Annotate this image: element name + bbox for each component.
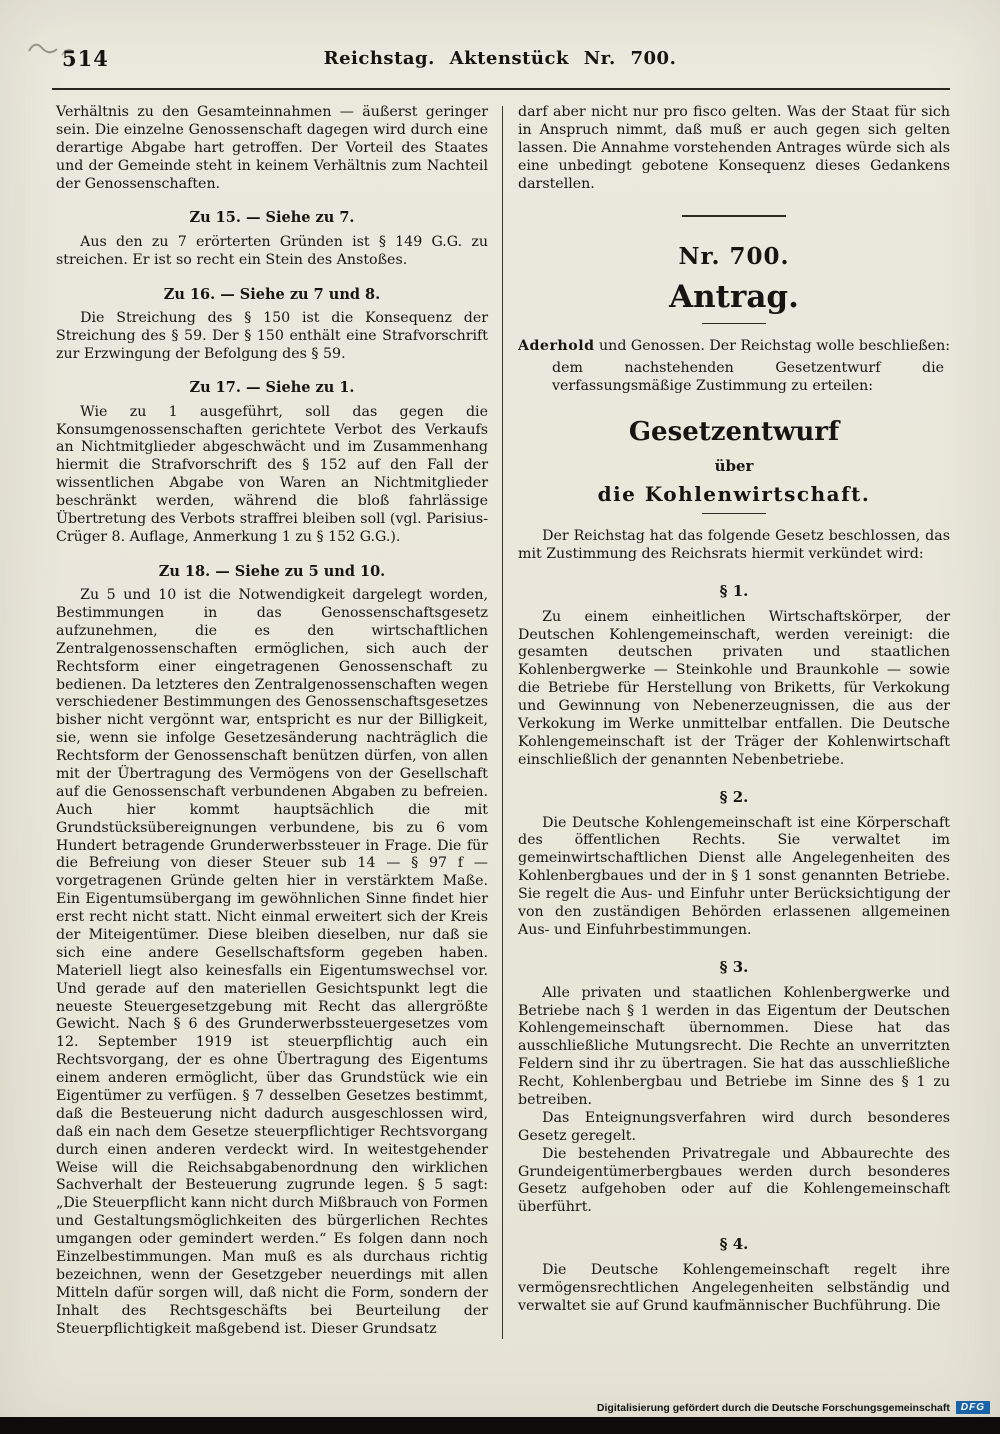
right-column (518, 104, 950, 1339)
motion-title: Antrag. (669, 279, 799, 316)
subsection-heading-zu-15: Zu 15. — Siehe zu 7. (189, 209, 355, 227)
subsection-heading-zu-16: Zu 16. — Siehe zu 7 und 8. (163, 285, 381, 303)
motion-movers (518, 338, 950, 356)
document-body (0, 90, 1000, 1339)
section-paragraph: Das Enteignungsverfahren wird durch besonderes Gesetz geregelt. (518, 1109, 950, 1144)
paragraph-continuation: darf aber nicht nur pro fisco gelten. Was der Staat für sich in Anspruch nimmt, daß muß er auch gegen sich gelten lassen. Die Annahme vorstehenden Antrages würde sich als eine unbedingt gebotene Konsequenz dieses Gedankens darstellen. (518, 104, 950, 192)
document-number-heading: Nr. 700. (678, 243, 790, 271)
bill-title: Gesetzentwurf (628, 417, 840, 448)
page-title: Reichstag. Aktenstück Nr. 700. (323, 48, 677, 69)
scan-footer (0, 1401, 1000, 1434)
subsection-heading-zu-18: Zu 18. — Siehe zu 5 und 10. (158, 562, 386, 580)
left-column (56, 104, 488, 1339)
motion-resolution: dem nachstehenden Gesetzentwurf die verfassungsmäßige Zustimmung zu erteilen: (552, 360, 944, 395)
title-underline-rule (702, 323, 766, 324)
section-paragraph: Alle privaten und staatlichen Kohlenbergwerke und Betriebe nach § 1 werden in das Eigentum der Deutschen Kohlengemeinschaft übernommen. Diese hat das ausschließliche Mutungsrecht. Die Rechte an unverritzten Feldern sind ihr zu übertragen. Sie hat das ausschließliche Recht, Kohlenbergbau und Betriebe im Sinne des § 1 zu betreiben. (518, 984, 950, 1109)
enactment-clause: Der Reichstag hat das folgende Gesetz beschlossen, das mit Zustimmung des Reichsrats hiermit verkündet wird: (518, 527, 950, 562)
paragraph: Zu 5 und 10 ist die Notwendigkeit dargelegt worden, Bestimmungen in das Genossenschaftsgesetz aufzunehmen, die es den wirtschaftlichen Zentralgenossenschaften ermöglichen, sich auch der Rechtsform einer eingetragenen Genossenschaft zu bedienen. Da letzteres den Zentralgenossenschaften wegen verschiedener Bestimmungen des Genossenschaftsgesetzes bisher nicht vergönnt war, entspricht es nur der Billigkeit, sie, wenn sie infolge Gesetzesänderung nachträglich die Rechtsform der Genossenschaft benützen dürfen, von allen mit der Übertragung des Vermögens von der Gesellschaft auf die Genossenschaft verbundenen Abgaben zu befreien. Auch hier kommt hauptsächlich die mit Grundstücksübereignungen verbundene, bis zu 6 vom Hundert betragende Grunderwerbssteuer in Frage. Die für die Befreiung von dieser Steuer sub 14 — § 97 f — vorgetragenen Gründe gelten hier in verstärktem Maße. Ein Eigentumsübergang im gewöhnlichen Sinne findet hier erst recht nicht statt. Nicht einmal erweitert sich der Kreis der Miteigentümer. Diese bleiben dieselben, nur daß sie sich eine andere Gesellschaftsform gegeben haben. Materiell liegt also keinesfalls ein Eigentumswechsel vor. Und gerade auf den materiellen Gesichtspunkt legt die neueste Steuergesetzgebung mit Recht das allergrößte Gewicht. Nach § 6 des Grunderwerbssteuergesetzes vom 12. September 1919 ist steuerpflichtig auch ein Rechtsvorgang, der es ohne Übertragung des Eigentums einem anderen ermöglicht, über das Grundstück wie ein Eigentümer zu verfügen. § 7 desselben Gesetzes bestimmt, daß die Besteuerung nicht dadurch ausgeschlossen wird, daß ein nach dem Gesetze steuerpflichtiger Rechtsvorgang durch einen anderen verdeckt wird. In weitestgehender Weise will die Reichsabgabenordnung den wirklichen Sachverhalt der Besteuerung zugrunde legen. § 5 sagt: „Die Steuerpflicht kann nicht durch Mißbrauch von Formen und Gestaltungsmöglichkeiten des bürgerlichen Rechtes umgangen oder gemindert werden.“ Es folgen dann noch Einzelbestimmungen. Man muß es als durchaus richtig bezeichnen, wenn der Gesetzgeber neuerdings mit allen Mitteln dafür sorgen will, daß nicht die Form, sondern der Inhalt des Rechtsgeschäfts bei Beurteilung der Steuerpflichtigkeit maßgebend ist. Dieser Grundsatz (56, 587, 488, 1337)
section-heading-3: § 3. (719, 957, 749, 976)
section-paragraph: Die Deutsche Kohlengemeinschaft ist eine Körperschaft des öffentlichen Rechts. Sie verwaltet im gemeinwirtschaftlichen Dienst alle Angelegenheiten des Kohlenbergbaues und der in § 1 sonst genannten Betriebe. Sie regelt die Aus- und Einfuhr unter Berücksichtigung der von den zuständigen Behörden erlassenen allgemeinen Aus- und Einfuhrbestimmungen. (518, 814, 950, 938)
section-heading-2: § 2. (719, 787, 749, 806)
column-divider (502, 106, 503, 1339)
section-paragraph: Die Deutsche Kohlengemeinschaft regelt ihre vermögensrechtlichen Angelegenheiten selbständig und verwaltet sie auf Grund kaufmännischer Buchführung. Die (518, 1262, 950, 1314)
page-header (0, 0, 1000, 80)
dfg-logo: DFG (956, 1401, 990, 1414)
text-run: und Genossen. Der Reichstag wolle beschließen: (599, 338, 951, 355)
section-divider-rule (682, 215, 786, 217)
paragraph: Wie zu 1 ausgeführt, soll das gegen die Konsumgenossenschaften gerichtete Verbot des Verkaufs an Nichtmitglieder abgeschwächt und im Zusammenhang hiermit die Strafvorschrift des § 152 auf den Fall der wissentlichen Abgabe von Waren an Nichtmitglieder beschränkt werden, während die bloß fahrlässige Übertretung des Verbots straffrei bleiben soll (vgl. Parisius-Crüger 8. Auflage, Anmerkung 1 zu § 152 G.G.). (56, 403, 488, 545)
paragraph-continuation: Verhältnis zu den Gesamteinnahmen — äußerst geringer sein. Die einzelne Genossenschaft dagegen wird durch eine derartige Abgabe hart getroffen. Der Vorteil des Staates und der Gemeinde steht in keinem Verhältnis zum Nachteil der Genossenschaften. (56, 104, 488, 192)
bill-subtitle: über (714, 456, 754, 475)
section-heading-4: § 4. (719, 1235, 749, 1254)
bill-title-rule (702, 513, 766, 514)
paragraph: Die Streichung des § 150 ist die Konsequenz der Streichung des § 59. Der § 150 enthält eine Strafvorschrift zur Erzwingung der Befolgung des § 59. (56, 309, 488, 362)
paragraph: Aus den zu 7 erörterten Gründen ist § 149 G.G. zu streichen. Er ist so recht ein Stein des Anstoßes. (56, 233, 488, 268)
digitization-credit-text: Digitalisierung gefördert durch die Deutsche Forschungsgemeinschaft (596, 1401, 950, 1414)
bill-subject: die Kohlenwirtschaft. (597, 481, 871, 506)
bold-lead: Aderhold (518, 338, 595, 355)
digitization-credit-row (0, 1401, 1000, 1417)
section-paragraph: Die bestehenden Privatregale und Abbaurechte des Grundeigentümerbergbaues werden durch besonderes Gesetz aufgehoben oder auf die Kohlengemeinschaft überführt. (518, 1145, 950, 1216)
section-paragraph: Zu einem einheitlichen Wirtschaftskörper, der Deutschen Kohlengemeinschaft, werden vereinigt: die gesamten deutschen privaten und staatlichen Kohlenbergwerke — Steinkohle und Braunkohle — sowie die Betriebe für Herstellung von Briketts, für Verkokung und Gewinnung von Nebenerzeugnissen, die aus der Verkokung im Werke unmittelbar entfallen. Die Deutsche Kohlengemeinschaft ist der Träger der Kohlenwirtschaft einschließlich der genannten Nebenbetriebe. (518, 608, 950, 768)
section-heading-1: § 1. (719, 581, 749, 600)
subsection-heading-zu-17: Zu 17. — Siehe zu 1. (189, 379, 355, 397)
page-number: 514 (62, 46, 109, 71)
scan-edge-bar (0, 1417, 1000, 1434)
